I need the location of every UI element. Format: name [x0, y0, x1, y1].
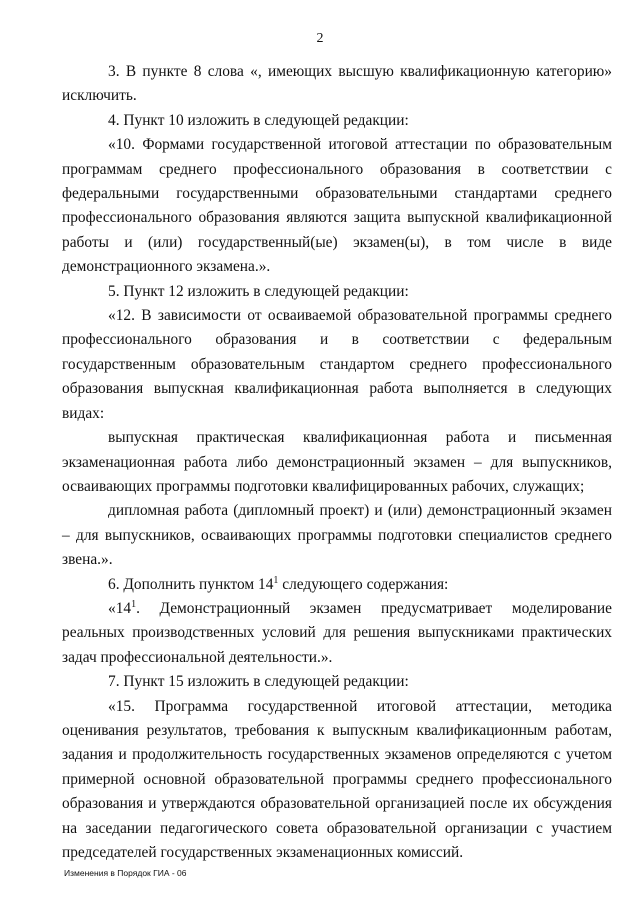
paragraph-item-7: 7. Пункт 15 изложить в следующей редакции:	[108, 673, 409, 691]
paragraph-item-3: 3. В пункте 8 слова «, имеющих высшую квалификационную категорию» исключить.	[62, 63, 612, 105]
superscript: 1	[273, 574, 279, 586]
paragraph-quote-10: «10. Формами государственной итоговой аттестации по образовательным программам среднего профессионального образования в соответствии с федеральными государственными образовательными стандартами среднего профессионального образования являются защита выпускной квалификационной работы и (или) государственный(ые) экзамен(ы), в том числе в виде демонстрационного экзамена.».	[62, 136, 612, 276]
document-body	[62, 60, 612, 865]
paragraph-quote-12: «12. В зависимости от осваиваемой образовательной программы среднего профессионального образования и в соответствии с федеральным государственным образовательным стандартом среднего профессионального образования выпускная квалификационная работа выполняется в следующих видах:	[62, 307, 612, 422]
superscript: 1	[131, 598, 137, 610]
paragraph-quote-12-type-1: выпускная практическая квалификационная работа и письменная экзаменационная работа либо демонстрационный экзамен – для выпускников, осваивающих программы подготовки квалифицированных рабочих, служащих;	[62, 429, 612, 495]
paragraph-quote-14-1-pre: «14	[108, 599, 132, 617]
paragraph-item-6-post: следующего содержания:	[278, 575, 449, 593]
page-number: 2	[316, 31, 324, 46]
paragraph-quote-15: «15. Программа государственной итоговой аттестации, методика оценивания результатов, требования к выпускным квалификационным работам, задания и продолжительность государственных экзаменов определяются с учетом примерной основной образовательной программы среднего профессионального образования и утверждаются образовательной организацией после их обсуждения на заседании педагогического совета образовательной организации с участием председателей государственных экзаменационных комиссий.	[62, 697, 612, 861]
paragraph-item-6	[62, 573, 612, 597]
paragraph-item-6-pre: 6. Дополнить пунктом 14	[108, 575, 274, 593]
paragraph-quote-14-1	[62, 597, 612, 670]
footer-note: Изменения в Порядок ГИА - 06	[64, 868, 187, 878]
paragraph-item-5: 5. Пункт 12 изложить в следующей редакции:	[108, 282, 409, 300]
paragraph-item-4: 4. Пункт 10 изложить в следующей редакции:	[108, 111, 409, 129]
paragraph-quote-12-type-2: дипломная работа (дипломный проект) и (или) демонстрационный экзамен – для выпускников, осваивающих программы подготовки специалистов среднего звена.».	[62, 502, 612, 569]
paragraph-quote-14-1-post: . Демонстрационный экзамен предусматривает моделирование реальных производственных условий для решения выпускниками практических задач профессиональной деятельности.».	[62, 599, 612, 666]
